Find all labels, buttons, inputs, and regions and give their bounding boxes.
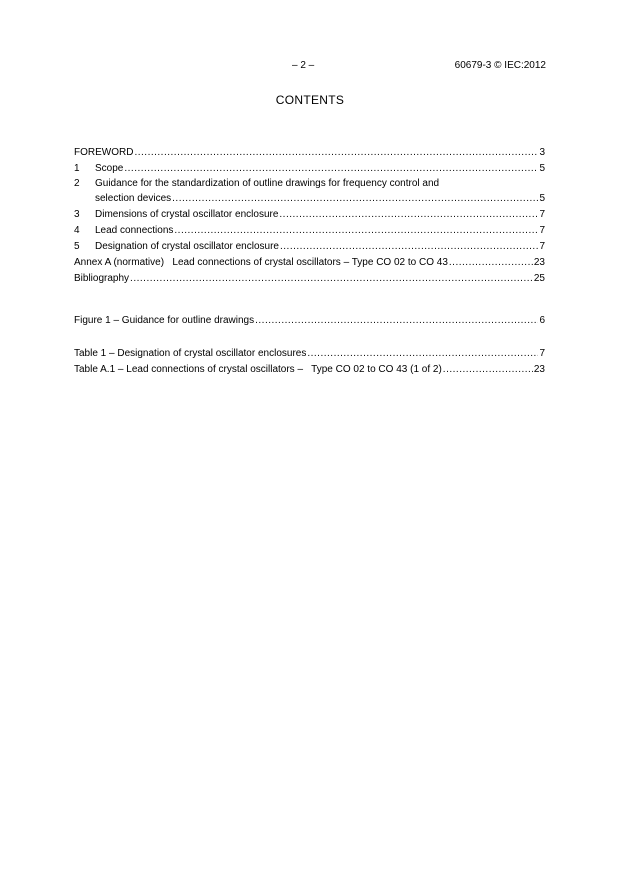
toc-entry-number: 1 xyxy=(74,163,80,174)
dot-leader xyxy=(124,161,538,177)
toc-entry-bibliography[interactable] xyxy=(74,271,545,287)
toc-entry-page: 25 xyxy=(533,273,545,284)
dot-leader xyxy=(134,145,538,161)
toc-entry-text: Designation of crystal oscillator enclosure xyxy=(95,241,279,252)
toc-entry-page: 5 xyxy=(539,193,545,204)
toc-list xyxy=(74,145,545,287)
toc-entry-table-a1[interactable] xyxy=(74,362,545,378)
toc-entry-text: Table 1 – Designation of crystal oscillator enclosures xyxy=(74,348,307,359)
toc-entry-table-1[interactable] xyxy=(74,346,545,362)
document-id: 60679-3 © IEC:2012 xyxy=(454,60,546,71)
toc-entry-designation[interactable] xyxy=(74,239,545,255)
toc-entry-scope[interactable] xyxy=(74,161,545,177)
dot-leader xyxy=(280,239,538,255)
page-number: – 2 – xyxy=(292,60,315,71)
toc-entry-text-line2: selection devices xyxy=(95,193,172,204)
toc-entry-dimensions[interactable] xyxy=(74,207,545,223)
toc-entry-text: Annex A (normative) Lead connections of crystal oscillators – Type CO 02 to CO 43 xyxy=(74,257,448,268)
toc-entry-page: 3 xyxy=(539,147,545,158)
toc-entry-page: 7 xyxy=(539,348,545,359)
toc-entry-page: 23 xyxy=(533,364,545,375)
toc-entry-page: 6 xyxy=(539,315,545,326)
contents-title: CONTENTS xyxy=(275,93,345,107)
toc-entry-annex-a[interactable] xyxy=(74,255,545,271)
toc-entry-lead-connections[interactable] xyxy=(74,223,545,239)
dot-leader xyxy=(449,255,533,271)
toc-entry-number: 4 xyxy=(74,225,80,236)
toc-entry-page: 7 xyxy=(539,241,545,252)
toc-entry-guidance[interactable] xyxy=(74,177,545,207)
toc-entry-number: 2 xyxy=(74,178,80,189)
toc-entry-number: 5 xyxy=(74,241,80,252)
toc-entry-page: 5 xyxy=(539,163,545,174)
toc-entry-text: Dimensions of crystal oscillator enclosure xyxy=(95,209,279,220)
toc-entry-foreword[interactable] xyxy=(74,145,545,161)
toc-entry-text-line1: Guidance for the standardization of outline drawings for frequency control and xyxy=(95,178,440,189)
toc-entry-text: Figure 1 – Guidance for outline drawings xyxy=(74,315,255,326)
toc-entry-text: FOREWORD xyxy=(74,147,134,158)
dot-leader xyxy=(279,207,538,223)
toc-entry-text: Lead connections xyxy=(95,225,174,236)
toc-entry-number: 3 xyxy=(74,209,80,220)
figure-list xyxy=(74,313,545,329)
dot-leader xyxy=(174,223,538,239)
toc-entry-figure-1[interactable] xyxy=(74,313,545,329)
toc-entry-text: Scope xyxy=(95,163,124,174)
toc-entry-text: Bibliography xyxy=(74,273,130,284)
dot-leader xyxy=(130,271,533,287)
dot-leader xyxy=(443,362,533,378)
table-list xyxy=(74,346,545,378)
toc-entry-page: 7 xyxy=(539,225,545,236)
toc-entry-text: Table A.1 – Lead connections of crystal oscillators – Type CO 02 to CO 43 (1 of 2) xyxy=(74,364,442,375)
dot-leader xyxy=(307,346,538,362)
dot-leader xyxy=(255,313,538,329)
dot-leader xyxy=(172,191,538,207)
toc-entry-page: 7 xyxy=(539,209,545,220)
toc-entry-page: 23 xyxy=(533,257,545,268)
